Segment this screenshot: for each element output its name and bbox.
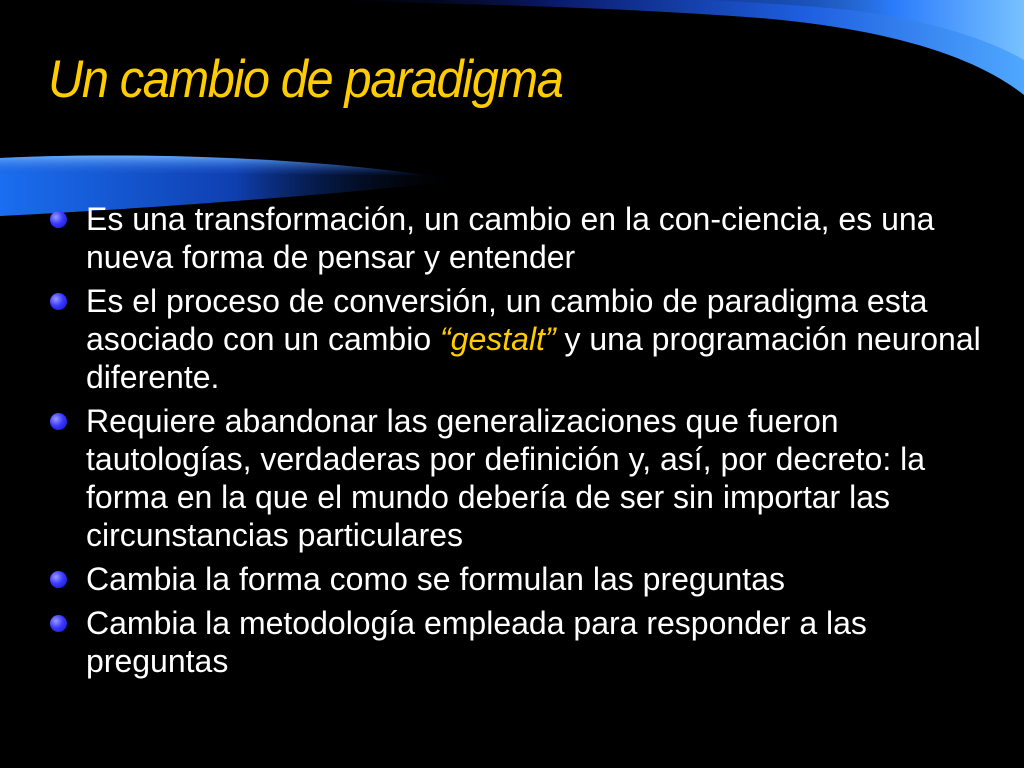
bullet-item bbox=[48, 560, 988, 598]
slide-title: Un cambio de paradigma bbox=[48, 50, 563, 109]
bullet-text: Cambia la forma como se formulan las preguntas bbox=[86, 561, 785, 597]
bullet-dot-icon bbox=[50, 211, 67, 228]
bullet-text: Requiere abandonar las generalizaciones que fueron tautologías, verdaderas por definición y, así, por decreto: la forma en la que el mundo debería de ser sin importar las circunstancias particulares bbox=[86, 403, 925, 553]
bullet-dot-icon bbox=[50, 293, 67, 310]
bullet-item bbox=[48, 200, 988, 276]
bullet-list bbox=[48, 200, 988, 686]
bullet-text: Cambia la metodología empleada para responder a las preguntas bbox=[86, 605, 867, 679]
bullet-text-continued: y una programación neuronal diferente. bbox=[86, 321, 981, 395]
gestalt-highlight: “gestalt” bbox=[440, 321, 556, 357]
bullet-dot-icon bbox=[50, 615, 67, 632]
bullet-text: Es el proceso de conversión, un cambio de paradigma esta asociado con un cambio bbox=[86, 283, 928, 357]
bullet-dot-icon bbox=[50, 571, 67, 588]
bullet-text: Es una transformación, un cambio en la con-ciencia, es una nueva forma de pensar y entender bbox=[86, 201, 935, 275]
bullet-item bbox=[48, 402, 988, 554]
bullet-item bbox=[48, 282, 988, 396]
bullet-item bbox=[48, 604, 988, 680]
bullet-dot-icon bbox=[50, 413, 67, 430]
